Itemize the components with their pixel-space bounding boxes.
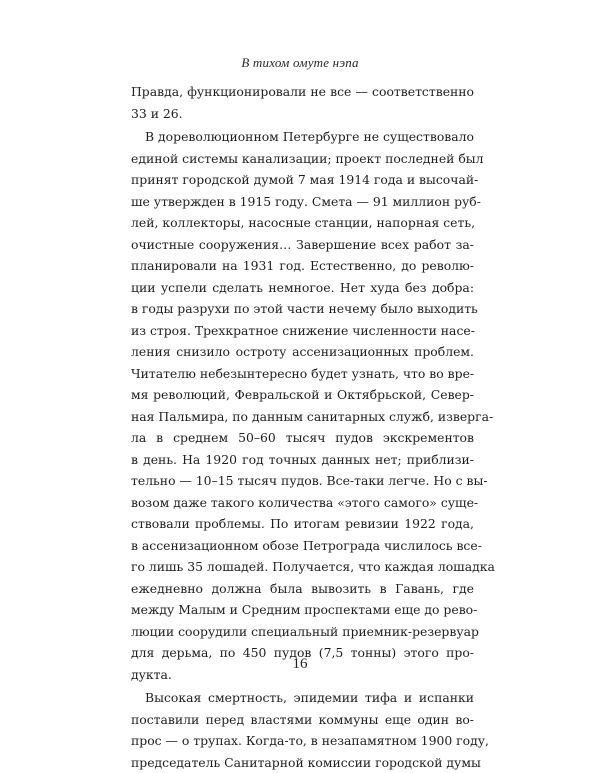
text-line: ше утвержден в 1915 году. Смета — 91 миллион руб-: [131, 191, 474, 213]
running-header: В тихом омуте нэпа: [0, 55, 600, 71]
text-line: Высокая смертность, эпидемии тифа и испанки: [131, 687, 474, 709]
text-line: тельно — 10–15 тысяч пудов. Все-таки легче. Но с вы-: [131, 470, 474, 492]
paragraph: [131, 81, 474, 124]
text-line: поставили перед властями коммуны еще один во-: [131, 709, 474, 731]
paragraph: [131, 687, 474, 773]
text-line: 33 и 26.: [131, 103, 474, 125]
text-line: для дерьма, по 450 пудов (7,5 тонны) этого про-: [131, 642, 474, 664]
text-line: очистные сооружения… Завершение всех работ за-: [131, 234, 474, 256]
text-line: ции успели сделать немногое. Нет худа без добра:: [131, 277, 474, 299]
text-line: ежедневно должна была вывозить в Гавань, где: [131, 578, 474, 600]
text-line: В дореволюционном Петербурге не существовало: [131, 126, 474, 148]
text-line: лей, коллекторы, насосные станции, напорная сеть,: [131, 212, 474, 234]
text-line: ла в среднем 50–60 тысяч пудов экскрементов: [131, 427, 474, 449]
text-line: Правда, функционировали не все — соответственно: [131, 81, 474, 103]
text-line: между Малым и Средним проспектами еще до рево-: [131, 599, 474, 621]
text-line: принят городской думой 7 мая 1914 года и высочай-: [131, 169, 474, 191]
text-line: ления снизило остроту ассенизационных проблем.: [131, 341, 474, 363]
text-line: планировали на 1931 год. Естественно, до револю-: [131, 255, 474, 277]
text-line: председатель Санитарной комиссии городской думы: [131, 752, 474, 773]
text-line: ная Пальмира, по данным санитарных служб, изверга-: [131, 406, 474, 428]
text-line: дукта.: [131, 664, 474, 686]
text-line: возом даже такого количества «этого самого» суще-: [131, 492, 474, 514]
text-line: люции соорудили специальный приемник-резервуар: [131, 621, 474, 643]
text-line: го лишь 35 лошадей. Получается, что каждая лошадка: [131, 556, 474, 578]
text-line: прос — о трупах. Когда-то, в незапамятном 1900 году,: [131, 730, 474, 752]
text-line: в день. На 1920 год точных данных нет; приблизи-: [131, 449, 474, 471]
paragraph: [131, 126, 474, 685]
text-line: в годы разрухи по этой части нечему было выходить: [131, 298, 474, 320]
text-line: из строя. Трехкратное снижение численности насе-: [131, 320, 474, 342]
text-line: мя революций, Февральской и Октябрьской, Север-: [131, 384, 474, 406]
text-line: единой системы канализации; проект последней был: [131, 148, 474, 170]
page-number: 16: [0, 656, 600, 673]
text-line: в ассенизационном обозе Петрограда числилось все-: [131, 535, 474, 557]
text-line: ствовали проблемы. По итогам ревизии 1922 года,: [131, 513, 474, 535]
text-line: Читателю небезынтересно будет узнать, что во вре-: [131, 363, 474, 385]
